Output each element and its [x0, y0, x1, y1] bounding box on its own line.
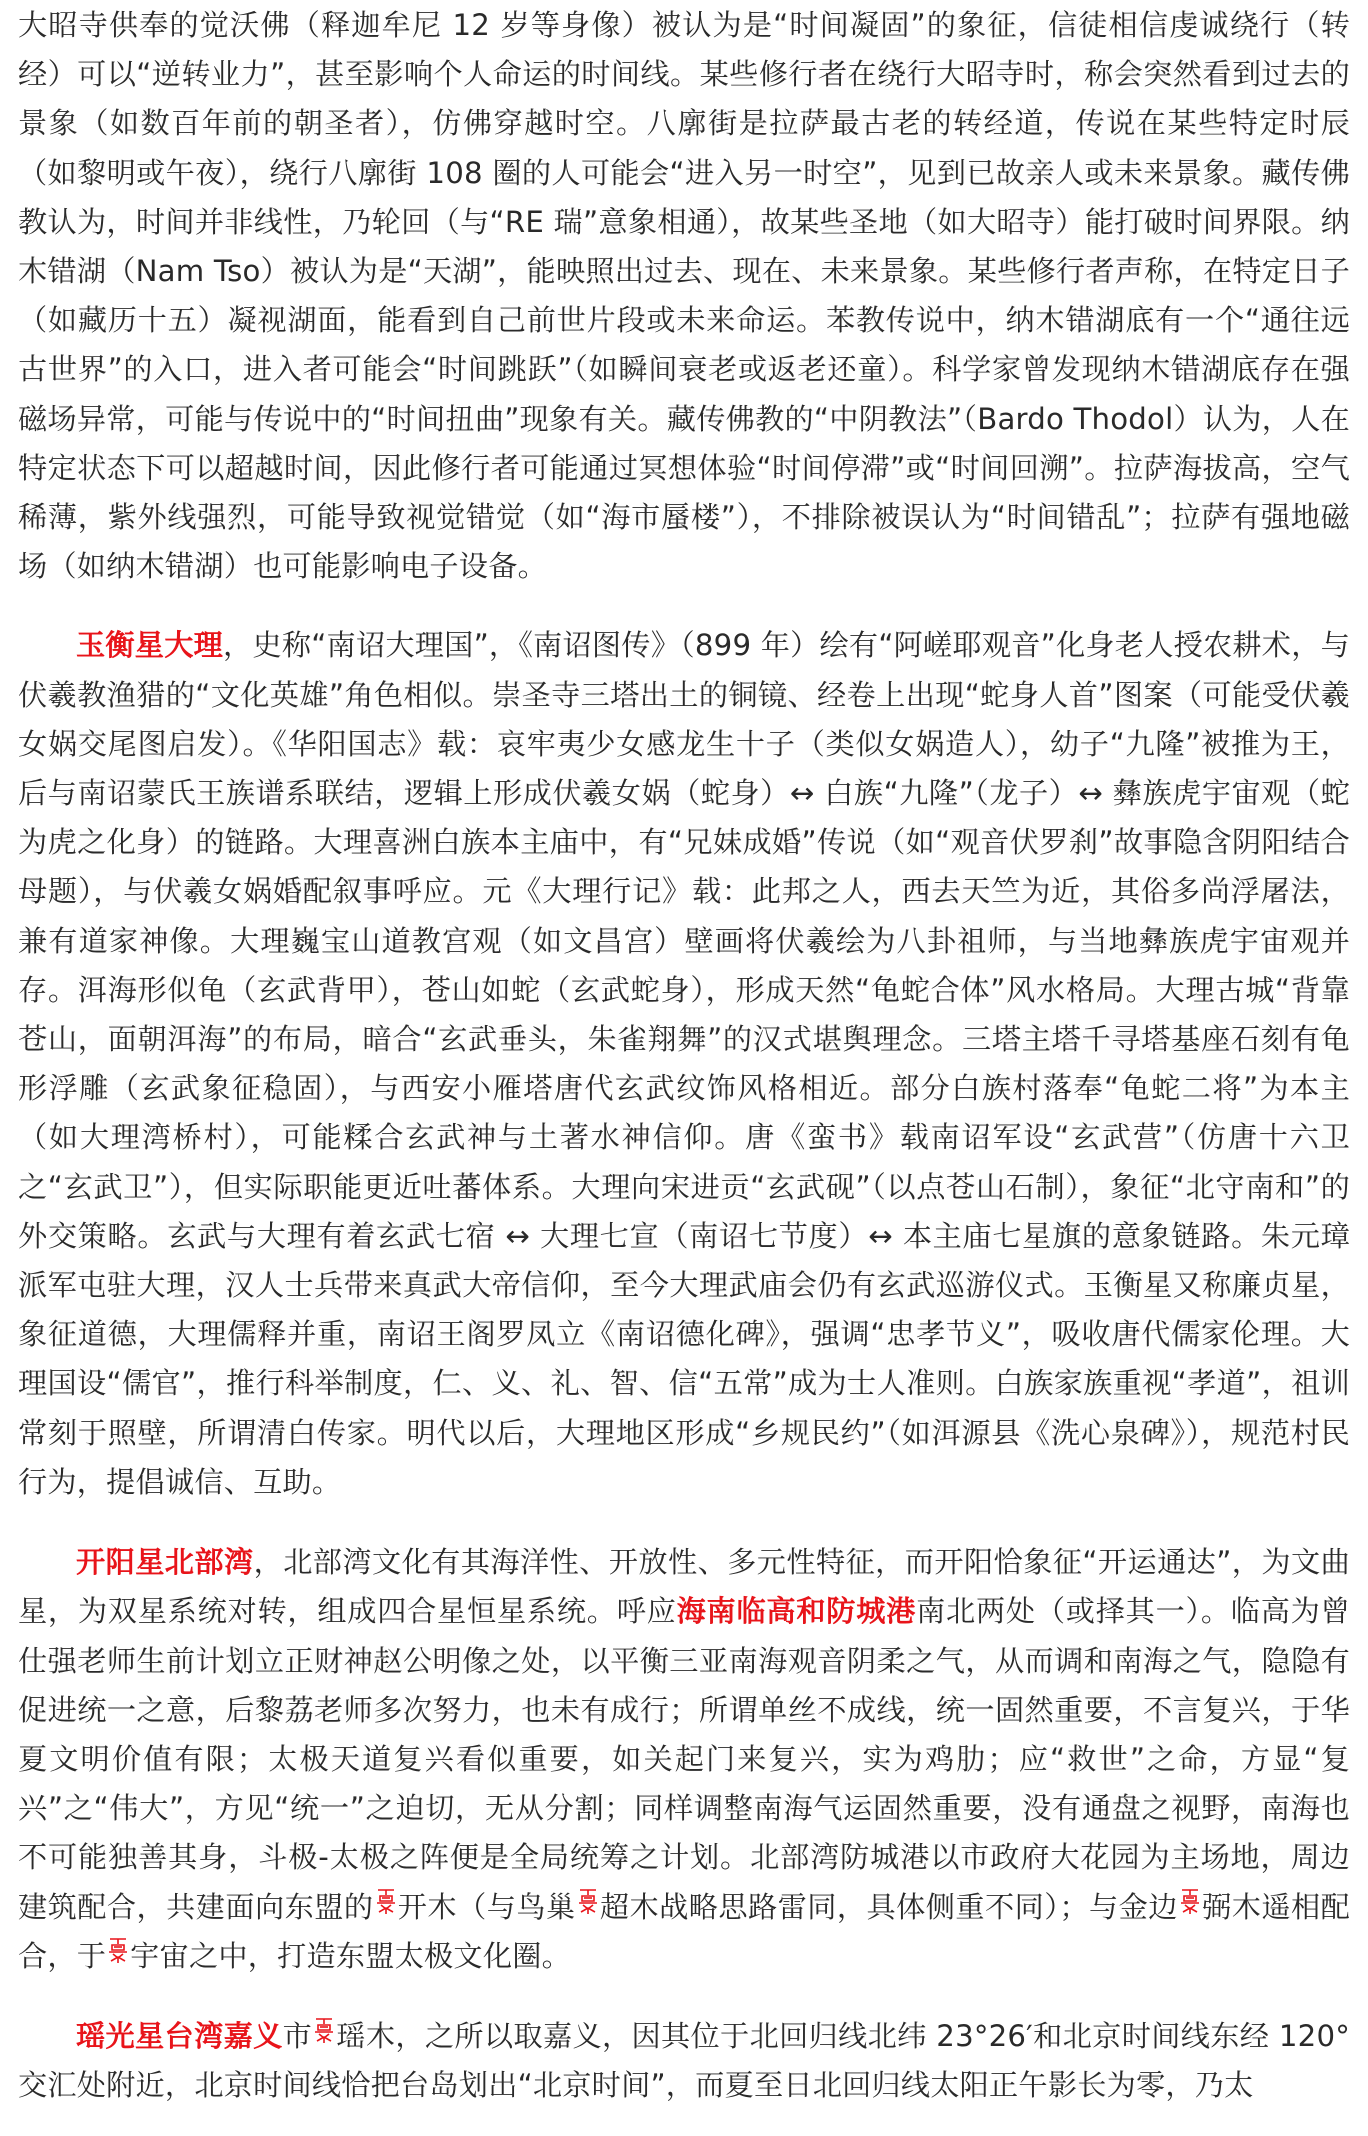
paragraph-text: ，北部湾文化有其海洋性、开放性、多元性特征，而开阳恰象征“开运通达”，为文曲星，为双星系统对转，组成四合星恒星系统。呼应 — [18, 1545, 1350, 1629]
paragraph-text: 大昭寺供奉的觉沃佛（释迦牟尼 12 岁等身像）被认为是“时间凝固”的象征，信徒相信虔诚绕行（转经）可以“逆转业力”，甚至影响个人命运的时间线。某些修行者在绕行大昭寺时，称会突然看到过去的景象（如数百年前的朝圣者），仿佛穿越时空。八廓街是拉萨最古老的转经道，传说在某些特定时辰（如黎明或午夜），绕行八廓街 108 圈的人可能会“进入另一时空”，见到已故亲人或未来景象。藏传佛教认为，时间并非线性，乃轮回（与“RE 瑞”意象相通），故某些圣地（如大昭寺）能打破时间界限。纳木错湖（Nam Tso）被认为是“天湖”，能映照出过去、现在、未来景象。某些修行者声称，在特定日子（如藏历十五）凝视湖面，能看到自己前世片段或未来命运。苯教传说中，纳木错湖底有一个“通往远古世界”的入口，进入者可能会“时间跳跃”（如瞬间衰老或返老还童）。科学家曾发现纳木错湖底存在强磁场异常，可能与传说中的“时间扭曲”现象有关。藏传佛教的“中阴教法”（Bardo Thodol）认为，人在特定状态下可以超越时间，因此修行者可能通过冥想体验“时间停滞”或“时间回溯”。拉萨海拔高，空气稀薄，紫外线强烈，可能导致视觉错觉（如“海市蜃楼”），不排除被误认为“时间错乱”；拉萨有强地磁场（如纳木错湖）也可能影响电子设备。 — [18, 8, 1350, 584]
red-glyph-icon — [576, 1893, 600, 1921]
red-glyph-icon — [374, 1893, 398, 1921]
paragraph-text: 宇宙之中，打造东盟太极文化圈。 — [130, 1938, 571, 1973]
paragraph-text: 瑶木，之所以取嘉义，因其位于北回归线北纬 23°26′和北京时间线东经 120°交汇处附近，北京时间线恰把台岛划出“北京时间”，而夏至日北回归线太阳正午影长为零，乃太 — [18, 2018, 1351, 2103]
inline-highlight-locations: 海南临高和防城港 — [676, 1594, 917, 1629]
section-heading-dali: 玉衡星大理 — [76, 628, 224, 663]
paragraph-text: 超木战略思路雷同，具体侧重不同）；与金边 — [599, 1889, 1178, 1924]
section-heading-beibu-gulf: 开阳星北部湾 — [76, 1545, 254, 1580]
paragraph-text: 南北两处（或择其一）。临高为曾仕强老师生前计划立正财神赵公明像之处，以平衡三亚南海观音阴柔之气，从而调和南海之气，隐隐有促进统一之意，后黎荔老师多次努力，也未有成行；所谓单丝不成线，统一固然重要，不言复兴，于华夏文明价值有限；太极天道复兴看似重要，如关起门来复兴，实为鸡肋；应“救世”之命，方显“复兴”之“伟大”，方见“统一”之迫切，无从分割；同样调整南海气运固然重要，没有通盘之视野，南海也不可能独善其身，斗极-太极之阵便是全局统筹之计划。北部湾防城港以市政府大花园为主场地，周边建筑配合，共建面向东盟的 — [18, 1594, 1350, 1924]
red-glyph-icon — [106, 1942, 130, 1970]
red-glyph-icon — [312, 2022, 336, 2050]
section-heading-chiayi: 瑶光星台湾嘉义 — [76, 2018, 283, 2053]
paragraph-text: 开木（与鸟巢 — [397, 1889, 576, 1924]
red-glyph-icon — [1178, 1893, 1202, 1921]
paragraph-text: ，史称“南诏大理国”，《南诏图传》（899 年）绘有“阿嵯耶观音”化身老人授农耕术，与伏羲教渔猎的“文化英雄”角色相似。崇圣寺三塔出土的铜镜、经卷上出现“蛇身人首”图案（可能受伏羲女娲交尾图启发）。《华阳国志》载：哀牢夷少女感龙生十子（类似女娲造人），幼子“九隆”被推为王，后与南诏蒙氏王族谱系联结，逻辑上形成伏羲女娲（蛇身）↔ 白族“九隆”（龙子）↔ 彝族虎宇宙观（蛇为虎之化身）的链路。大理喜洲白族本主庙中，有“兄妹成婚”传说（如“观音伏罗刹”故事隐含阴阳结合母题），与伏羲女娲婚配叙事呼应。元《大理行记》载：此邦之人，西去天竺为近，其俗多尚浮屠法，兼有道家神像。大理巍宝山道教宫观（如文昌宫）壁画将伏羲绘为八卦祖师，与当地彝族虎宇宙观并存。洱海形似龟（玄武背甲），苍山如蛇（玄武蛇身），形成天然“龟蛇合体”风水格局。大理古城“背靠苍山，面朝洱海”的布局，暗合“玄武垂头，朱雀翔舞”的汉式堪舆理念。三塔主塔千寻塔基座石刻有龟形浮雕（玄武象征稳固），与西安小雁塔唐代玄武纹饰风格相近。部分白族村落奉“龟蛇二将”为本主（如大理湾桥村），可能糅合玄武神与土著水神信仰。唐《蛮书》载南诏军设“玄武营”（仿唐十六卫之“玄武卫”），但实际职能更近吐蕃体系。大理向宋进贡“玄武砚”（以点苍山石制），象征“北守南和”的外交策略。玄武与大理有着玄武七宿 ↔ 大理七宣（南诏七节度）↔ 本主庙七星旗的意象链路。朱元璋派军屯驻大理，汉人士兵带来真武大帝信仰，至今大理武庙会仍有玄武巡游仪式。玉衡星又称廉贞星，象征道德，大理儒释并重，南诏王阁罗凤立《南诏德化碑》，强调“忠孝节义”，吸收唐代儒家伦理。大理国设“儒官”，推行科举制度，仁、义、礼、智、信“五常”成为士人准则。白族家族重视“孝道”，祖训常刻于照壁，所谓清白传家。明代以后，大理地区形成“乡规民约”（如洱源县《洗心泉碑》），规范村民行为，提倡诚信、互助。 — [18, 628, 1351, 1499]
paragraph-text: 弼木遥相配合，于 — [18, 1889, 1350, 1973]
paragraph-beibu-gulf — [18, 1538, 1350, 1981]
paragraph-lhasa — [18, 0, 1350, 591]
paragraph-text: 市 — [282, 2018, 313, 2053]
paragraph-chiayi — [18, 2012, 1350, 2110]
paragraph-dali — [18, 621, 1350, 1507]
